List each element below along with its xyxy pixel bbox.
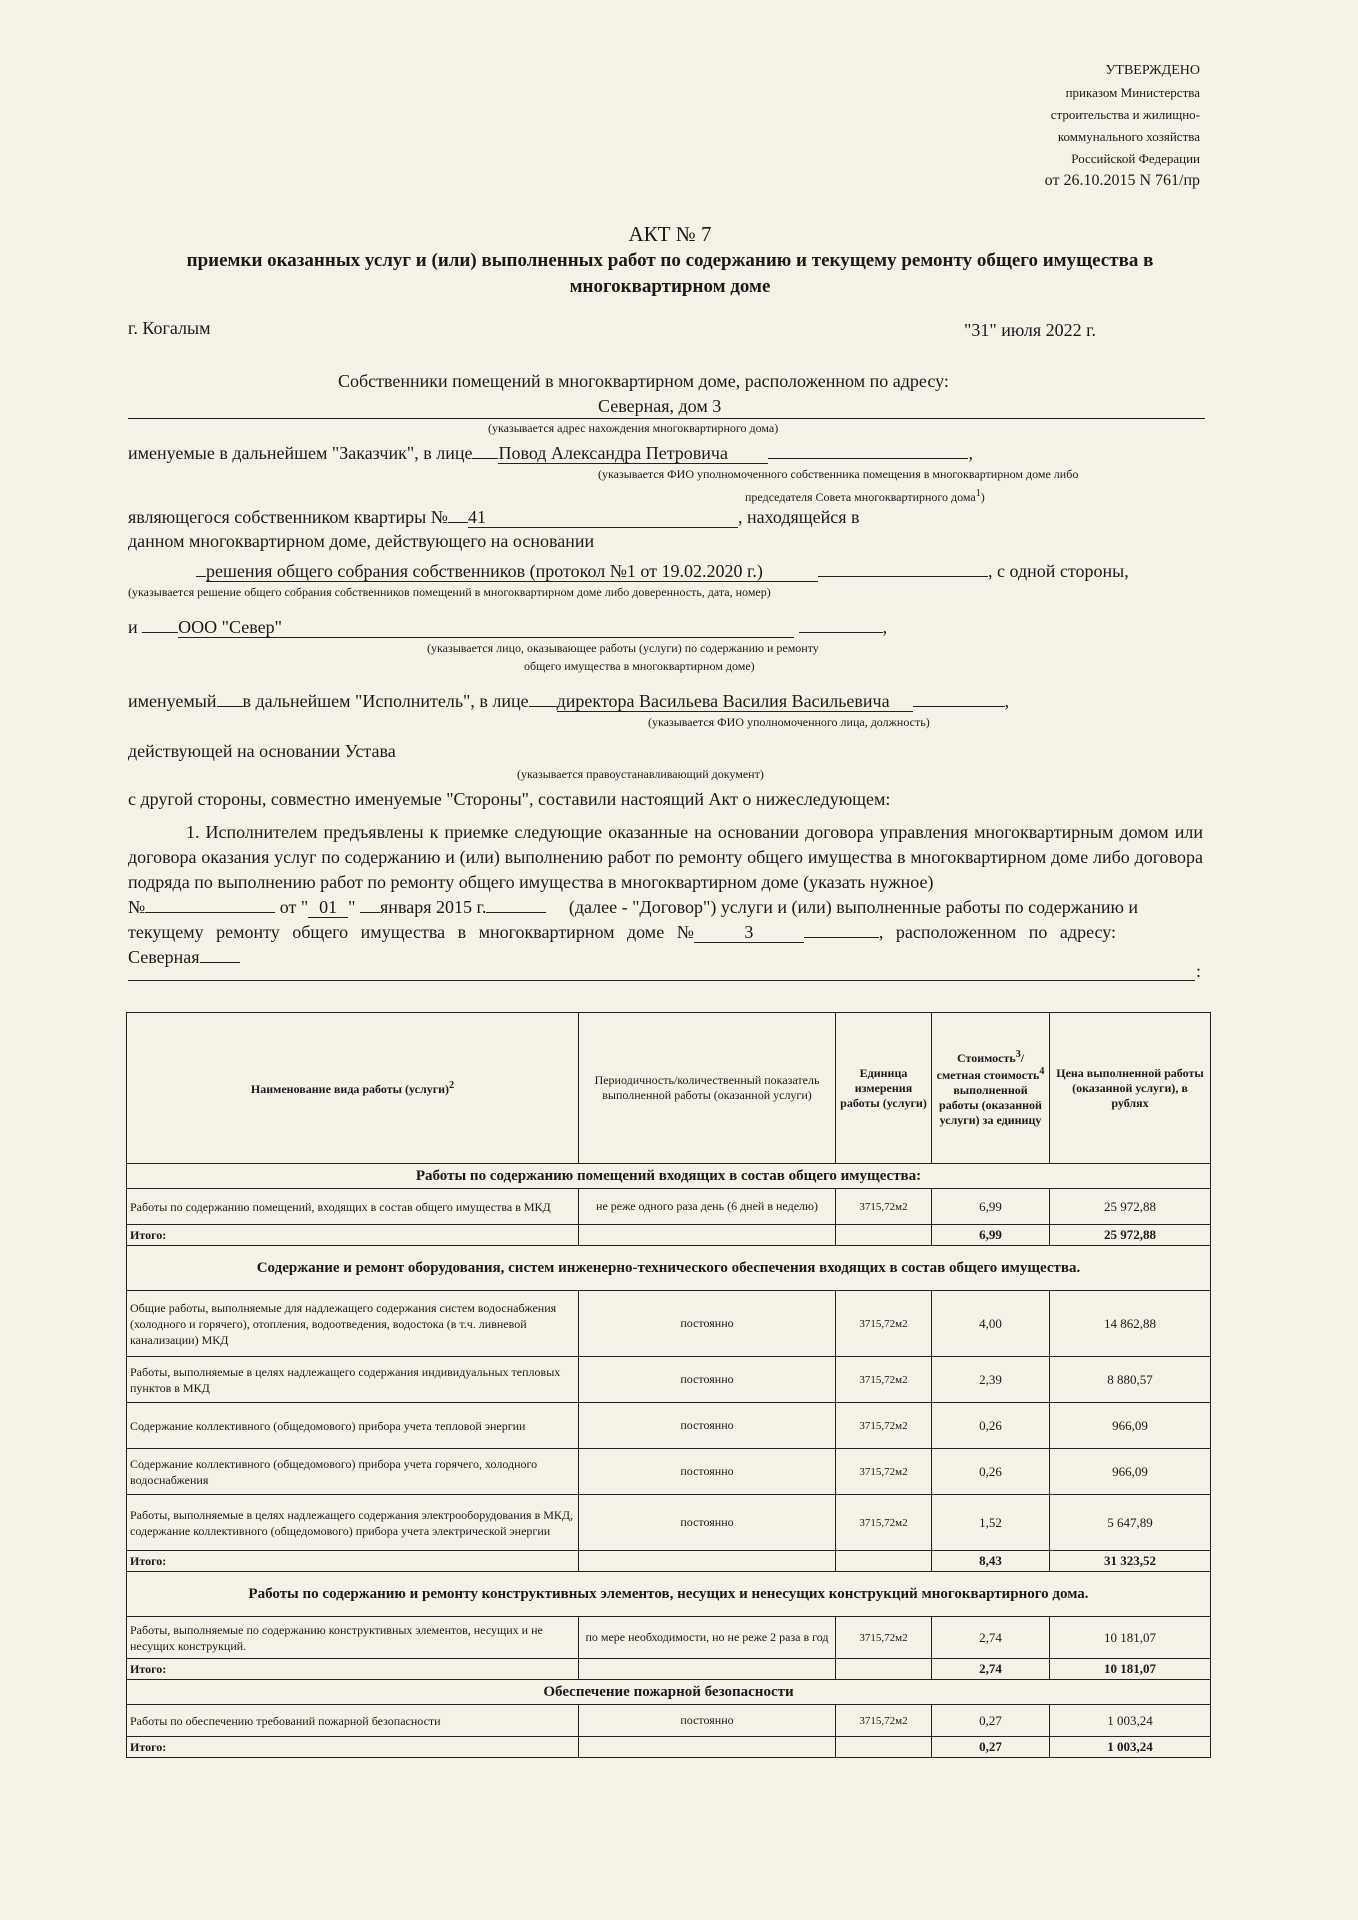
clause-1-contract: № от " 01 " января 2015 г. (далее - "Договор") услуги и (или) выполненные работы по содержанию и [128,897,1139,917]
customer-prefix: именуемые в дальнейшем "Заказчик", в лице [128,443,473,463]
work-price: 5 647,89 [1050,1495,1211,1551]
work-name: Работы по обеспечению требований пожарной безопасности [127,1705,579,1737]
contractor-hint-2: общего имущества в многоквартирном доме) [524,659,755,673]
section-title: Обеспечение пожарной безопасности [127,1680,1211,1705]
section-row [127,1164,1211,1189]
contractor-name: ООО "Север" [178,617,794,638]
approval-line: строительства и жилищно- [1050,107,1200,122]
empty-cell [836,1225,932,1246]
owners-intro: Собственники помещений в многоквартирном доме, расположенном по адресу: [338,371,949,391]
work-unit: 3715,72м2 [836,1357,932,1403]
blank-line [200,962,240,963]
footnote-mark: 4 [1039,1065,1045,1077]
work-unit: 3715,72м2 [836,1705,932,1737]
total-price: 25 972,88 [1050,1225,1211,1246]
contractor-line: и ООО "Север" , [128,617,888,637]
blank-line [448,522,468,523]
col-header-unit: Единица измерения работы (услуги) [836,1013,932,1164]
blank-line [799,632,883,633]
contract-day: 01 [308,897,348,918]
work-period: постоянно [579,1705,836,1737]
approval-line: приказом Министерства [1065,85,1200,100]
owners-address: Северная, дом 3 [598,396,722,416]
table-row [127,1705,1211,1737]
work-name: Содержание коллективного (общедомового) прибора учета горячего, холодного водоснабжения [127,1449,579,1495]
act-number: АКТ № 7 [628,222,712,246]
approval-line: коммунального хозяйства [1057,129,1200,144]
cost-text-c: выполненной работы (оказанной услуги) за единицу [939,1082,1042,1127]
empty-cell [836,1659,932,1680]
blank-line [142,632,178,633]
approval-line: УТВЕРЖДЕНО [1105,63,1200,78]
blank-line [472,458,498,459]
empty-cell [579,1737,836,1758]
total-cost: 6,99 [932,1225,1050,1246]
total-label: Итого: [127,1225,579,1246]
house-text: текущему ремонту общего имущества в многоквартирном доме № [128,922,694,942]
contract-no-label: № [128,897,146,917]
work-period: постоянно [579,1403,836,1449]
flat-suffix: , находящейся в [737,507,860,527]
work-cost: 6,99 [932,1189,1050,1225]
act-subtitle-1: приемки оказанных услуг и (или) выполненных работ по содержанию и текущему ремонту общего имущества в [186,250,1154,271]
col-header-period: Периодичность/количественный показатель выполненной работы (оказанной услуги) [579,1013,836,1164]
section-row [127,1680,1211,1705]
col-header-name-text: Наименование вида работы (услуги) [250,1081,450,1096]
cost-text-b: /сметная стоимость [936,1050,1040,1082]
table-row [127,1495,1211,1551]
approval-line: Российской Федерации [1071,151,1200,166]
house-number: 3 [694,922,804,943]
work-price: 25 972,88 [1050,1189,1211,1225]
work-period: постоянно [579,1449,836,1495]
work-price: 14 862,88 [1050,1291,1211,1357]
total-cost: 8,43 [932,1551,1050,1572]
total-label: Итого: [127,1551,579,1572]
contractor-hint-1: (указывается лицо, оказывающее работы (услуги) по содержанию и ремонту [427,641,819,655]
table-row [127,1291,1211,1357]
work-cost: 0,27 [932,1705,1050,1737]
empty-cell [579,1225,836,1246]
work-period: постоянно [579,1357,836,1403]
table-row [127,1189,1211,1225]
executor-basis-hint: (указывается правоустанавливающий документ) [517,767,764,781]
basis-line [196,560,1129,582]
city: г. Когалым [128,318,211,338]
work-unit: 3715,72м2 [836,1291,932,1357]
contract-from-label: от " [279,897,309,917]
work-price: 8 880,57 [1050,1357,1211,1403]
address-rule [128,418,1205,419]
total-row [127,1225,1211,1246]
act-title [120,220,1220,300]
work-price: 10 181,07 [1050,1617,1211,1659]
blank-line [145,912,275,913]
total-label: Итого: [127,1659,579,1680]
clause-1 [128,820,1203,970]
approval-stamp [940,60,1200,192]
section-row [127,1572,1211,1617]
total-price: 10 181,07 [1050,1659,1211,1680]
work-unit: 3715,72м2 [836,1189,932,1225]
act-subtitle-2: многоквартирном доме [569,276,771,297]
executor-mid: в дальнейшем "Исполнитель", в лице [242,691,529,711]
col-header-name [127,1013,579,1164]
footnote-mark: 2 [449,1079,455,1091]
work-name: Работы по содержанию помещений, входящих в состав общего имущества в МКД [127,1189,579,1225]
work-price: 966,09 [1050,1403,1211,1449]
basis-text: данном многоквартирном доме, действующего на основании [128,531,595,551]
work-period: постоянно [579,1291,836,1357]
empty-cell [579,1551,836,1572]
table-header-row [127,1013,1211,1164]
clause-address: Северная [128,947,200,967]
contract-rest: (далее - "Договор") услуги и (или) выполненные работы по содержанию и [568,897,1139,917]
work-cost: 4,00 [932,1291,1050,1357]
section-title: Работы по содержанию и ремонту конструктивных элементов, несущих и ненесущих конструкций многоквартирного дома. [127,1572,1211,1617]
footnote-mark: 3 [1015,1048,1021,1060]
work-name: Общие работы, выполняемые для надлежащего содержания систем водоснабжения (холодного и горячего), отопления, водоотведения, водостока (в т.ч. ливневой канализации) МКД [127,1291,579,1357]
blank-line [486,912,546,913]
blank-line [529,706,557,707]
act-date: "31" июля 2022 г. [964,320,1096,340]
work-name: Работы, выполняемые в целях надлежащего содержания электрооборудования в МКД, содержание коллективного (общедомового) прибора учета электрической энергии [127,1495,579,1551]
customer-hint-2-end: ) [980,490,985,504]
blank-line [768,458,968,459]
work-unit: 3715,72м2 [836,1449,932,1495]
blank-line [217,706,243,707]
approval-order: от 26.10.2015 N 761/пр [1044,172,1200,189]
blank-line [196,576,206,577]
flat-prefix: являющегося собственником квартиры № [128,507,448,527]
empty-cell [579,1659,836,1680]
contractor-prefix: и [128,617,138,637]
work-cost: 0,26 [932,1449,1050,1495]
blank-line [360,912,380,913]
work-period: не реже одного раза день (6 дней в неделю) [579,1189,836,1225]
clause-1-text: 1. Исполнителем предъявлены к приемке следующие оказанные на основании договора управления многоквартирным домом или договора оказания услуг по содержанию и (или) выполнению работ по ремонту общего имущества в многоквартирном доме либо договора подряда по выполнению работ по ремонту общего имущества в многоквартирном доме (указать нужное) [128,822,1203,892]
table-row [127,1357,1211,1403]
empty-cell [836,1737,932,1758]
work-name: Работы, выполняемые по содержанию конструктивных элементов, несущих и не несущих конструкций. [127,1617,579,1659]
clause-colon: : [1196,961,1202,981]
basis-value: решения общего собрания собственников (протокол №1 от 19.02.2020 г.) [206,561,818,582]
blank-line [804,937,879,938]
flat-number: 41 [468,507,738,528]
executor-rep-hint: (указывается ФИО уполномоченного лица, должность) [648,715,930,729]
contract-month: января 2015 г. [380,897,487,917]
total-price: 1 003,24 [1050,1737,1211,1758]
clause-1-house [128,920,1203,945]
work-name: Содержание коллективного (общедомового) прибора учета тепловой энергии [127,1403,579,1449]
clause-1-address [128,945,1203,970]
work-cost: 1,52 [932,1495,1050,1551]
work-unit: 3715,72м2 [836,1617,932,1659]
empty-cell [836,1551,932,1572]
col-header-price: Цена выполненной работы (оказанной услуги), в рублях [1050,1013,1211,1164]
parties-line: с другой стороны, совместно именуемые "Стороны", составили настоящий Акт о нижеследующем: [128,789,891,809]
work-name: Работы, выполняемые в целях надлежащего содержания индивидуальных тепловых пунктов в МКД [127,1357,579,1403]
work-unit: 3715,72м2 [836,1495,932,1551]
total-cost: 0,27 [932,1737,1050,1758]
executor-prefix: именуемый [128,691,217,711]
flat-line [128,506,860,528]
customer-line: именуемые в дальнейшем "Заказчик", в лице Повод Александра Петровича , [128,443,973,463]
section-title: Содержание и ремонт оборудования, систем инженерно-технического обеспечения входящих в состав общего имущества. [127,1246,1211,1291]
footnote-mark: 1 [975,488,981,499]
executor-line: именуемый в дальнейшем "Исполнитель", в лице директора Васильева Василия Васильевича , [128,691,1010,711]
total-row [127,1737,1211,1758]
basis-hint: (указывается решение общего собрания собственников помещений в многоквартирном доме либо доверенность, дата, номер) [128,585,771,599]
blank-line [818,576,988,577]
table-row [127,1617,1211,1659]
section-row [127,1246,1211,1291]
section-title: Работы по содержанию помещений входящих в состав общего имущества: [127,1164,1211,1189]
table-row [127,1449,1211,1495]
executor-basis: действующей на основании Устава [128,741,396,761]
work-period: по мере необходимости, но не реже 2 раза в год [579,1617,836,1659]
total-cost: 2,74 [932,1659,1050,1680]
total-price: 31 323,52 [1050,1551,1211,1572]
total-row [127,1659,1211,1680]
address-hint: (указывается адрес нахождения многоквартирного дома) [488,421,779,435]
house-rest: , расположенном по адресу: [878,922,1117,942]
table-row [127,1403,1211,1449]
col-header-cost [932,1013,1050,1164]
blank-line [913,706,1005,707]
work-period: постоянно [579,1495,836,1551]
customer-hint-2-text: председателя Совета многоквартирного дома [745,490,976,504]
work-unit: 3715,72м2 [836,1403,932,1449]
customer-hint-1: (указывается ФИО уполномоченного собственника помещения в многоквартирном доме либо [598,467,1079,481]
work-price: 1 003,24 [1050,1705,1211,1737]
address-rule-2 [128,980,1195,981]
executor-rep: директора Васильева Василия Васильевича [557,691,913,712]
total-row [127,1551,1211,1572]
works-table [126,1012,1211,1758]
cost-text-a: Стоимость [956,1050,1016,1065]
work-cost: 0,26 [932,1403,1050,1449]
basis-suffix: , с одной стороны, [988,561,1129,581]
customer-hint-2 [745,486,985,505]
work-price: 966,09 [1050,1449,1211,1495]
customer-name: Повод Александра Петровича [498,443,768,464]
work-cost: 2,39 [932,1357,1050,1403]
work-cost: 2,74 [932,1617,1050,1659]
total-label: Итого: [127,1737,579,1758]
